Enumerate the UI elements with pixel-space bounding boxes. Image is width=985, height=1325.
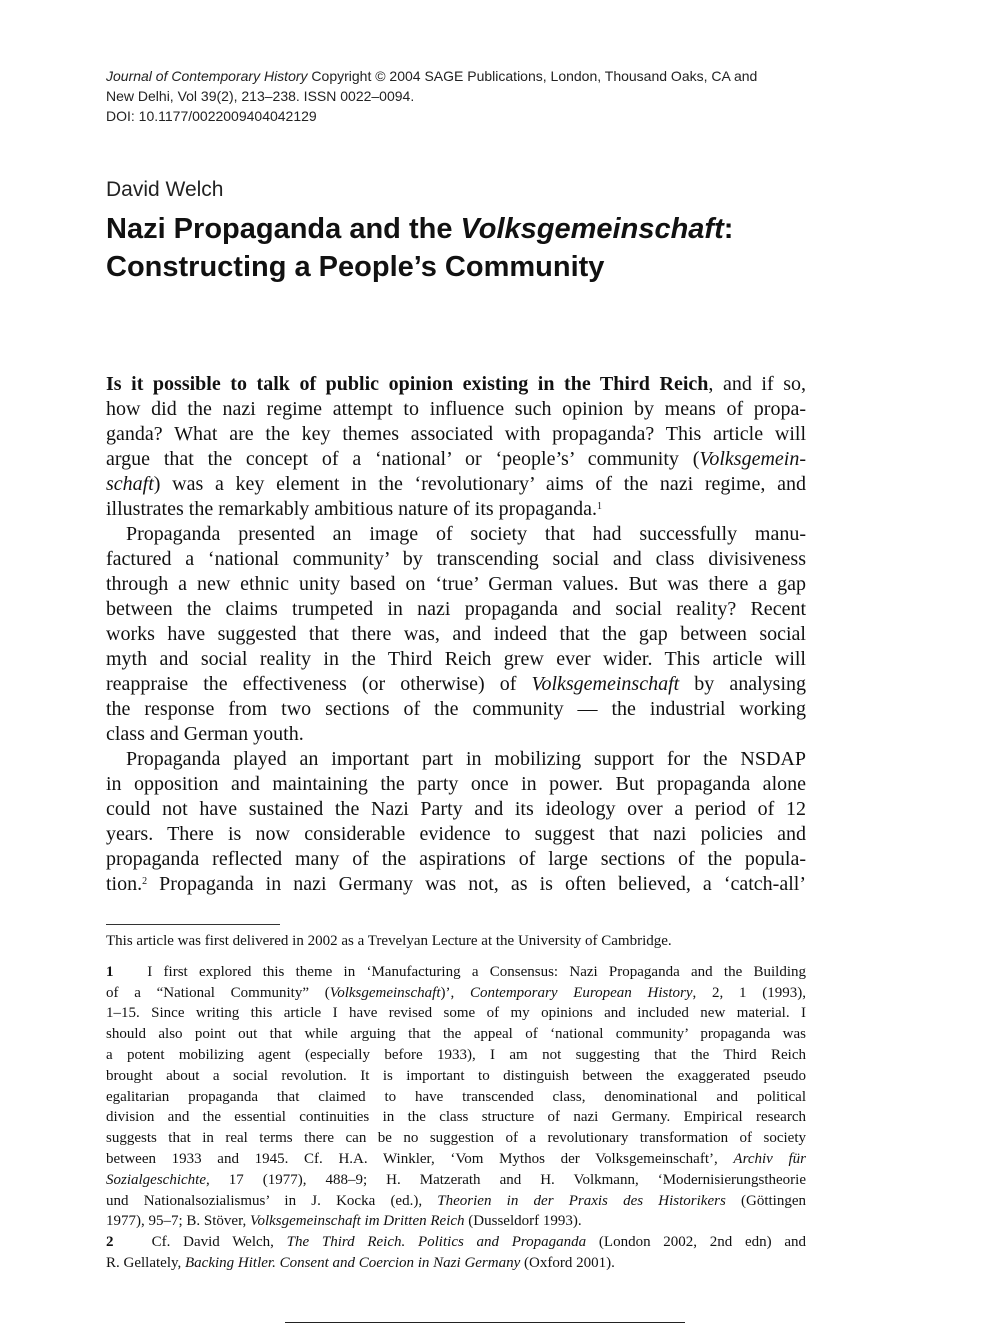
doi-line: DOI: 10.1177/0022009404042129 — [106, 108, 317, 124]
footnote-line: egalitarian propaganda that claimed to have transcended class, denominational and political — [106, 1088, 806, 1105]
footnote-number: 1 — [106, 963, 114, 980]
footnote-line: 1–15. Since writing this article I have revised some of my opinions and included new material. I — [106, 1005, 806, 1022]
footnote-line: R. Gellately, Backing Hitler. Consent and Coercion in Nazi Germany (Oxford 2001). — [106, 1254, 615, 1271]
body-line: Is it possible to talk of public opinion existing in the Third Reich, and if so, — [106, 373, 806, 395]
body-line: could not have sustained the Nazi Party and its ideology over a period of 12 — [106, 798, 806, 820]
body-line: schaft) was a key element in the ‘revolutionary’ aims of the nazi regime, and — [106, 473, 806, 495]
journal-name: Journal of Contemporary History — [106, 68, 308, 84]
footnote-line: a potent mobilizing agent (especially before 1933), I am not suggesting that the Third Reich — [106, 1046, 806, 1063]
body-line: argue that the concept of a ‘national’ or ‘people’s’ community (Volksgemein- — [106, 448, 806, 470]
title-line-2: Constructing a People’s Community — [106, 251, 605, 283]
body-line: through a new ethnic unity based on ‘true’ German values. But was there a gap — [106, 573, 806, 595]
body-line: Propaganda presented an image of society that had successfully manu- — [126, 523, 806, 545]
footnote-line: division and the essential continuities in the class structure of nazi Germany. Empirical research — [106, 1109, 806, 1126]
footnote-line: und Nationalsozialismus’ in J. Kocka (ed.), Theorien in der Praxis des Historikers (Göttingen — [106, 1192, 806, 1209]
body-line: propaganda reflected many of the aspirations of large sections of the popula- — [106, 848, 806, 870]
body-line: years. There is now considerable evidence to suggest that nazi policies and — [106, 823, 806, 845]
body-line: Propaganda played an important part in mobilizing support for the NSDAP — [126, 748, 806, 770]
body-line: ganda? What are the key themes associated with propaganda? This article will — [106, 423, 806, 445]
footnote-ref[interactable]: 2 — [142, 876, 148, 887]
footnote-ref[interactable]: 1 — [596, 501, 602, 512]
footnote-line: brought about a social revolution. It is important to distinguish between the exaggerated pseudo — [106, 1067, 806, 1084]
footnote-intro: This article was first delivered in 2002 as a Trevelyan Lecture at the University of Cambridge. — [106, 933, 672, 949]
body-line: in opposition and maintaining the party once in power. But propaganda alone — [106, 773, 806, 795]
footnote-line: 1 I first explored this theme in ‘Manufacturing a Consensus: Nazi Propaganda and the Building — [106, 963, 806, 980]
footnote-line: of a “National Community” (Volksgemeinschaft)’, Contemporary European History, 2, 1 (1993), — [106, 984, 806, 1001]
body-line: how did the nazi regime attempt to influence such opinion by means of propa- — [106, 398, 806, 420]
citation-line-1: Journal of Contemporary History Copyright © 2004 SAGE Publications, London, Thousand Oaks, CA and — [106, 68, 758, 84]
body-line: the response from two sections of the community — the industrial working — [106, 698, 806, 720]
journal-citation — [106, 66, 826, 126]
footnotes — [106, 931, 806, 1274]
author-name: David Welch — [106, 178, 224, 201]
footnote-divider — [106, 924, 280, 925]
body-line: works have suggested that there was, and indeed that the gap between social — [106, 623, 806, 645]
article-body — [106, 372, 806, 897]
footnote-line: should also point out that while arguing that the appeal of ‘national community’ propaganda was — [106, 1026, 806, 1043]
footnote-number: 2 — [106, 1234, 114, 1251]
footnote-line: 2 Cf. David Welch, The Third Reich. Politics and Propaganda (London 2002, 2nd edn) and — [106, 1234, 806, 1251]
article-title — [106, 210, 866, 286]
body-line: reappraise the effectiveness (or otherwise) of Volksgemeinschaft by analysing — [106, 673, 806, 695]
body-line: tion.$^2$ Propaganda in nazi Germany was not, as is often believed, a ‘catch-all’ — [106, 873, 806, 895]
footnote-line: suggests that in real terms there can be no suggestion of a revolutionary transformation of society — [106, 1130, 806, 1147]
body-line: illustrates the remarkably ambitious nature of its propaganda.$^1$ — [106, 498, 602, 520]
footnote-line: 1977), 95–7; B. Stöver, Volksgemeinschaft im Dritten Reich (Dusseldorf 1993). — [106, 1213, 582, 1230]
body-line: myth and social reality in the Third Reich grew ever wider. This article will — [106, 648, 806, 670]
body-line: between the claims trumpeted in nazi propaganda and social reality? Recent — [106, 598, 806, 620]
body-line: class and German youth. — [106, 723, 304, 745]
citation-line-2: New Delhi, Vol 39(2), 213–238. ISSN 0022–0094. — [106, 88, 415, 104]
page-bottom-rule — [285, 1322, 685, 1323]
footnote-line: Sozialgeschichte, 17 (1977), 488–9; H. Matzerath and H. Volkmann, ‘Modernisierungstheorie — [106, 1171, 806, 1188]
title-line-1: Nazi Propaganda and the Volksgemeinschaft: — [106, 213, 734, 245]
footnote-line: between 1933 and 1945. Cf. H.A. Winkler, ‘Vom Mythos der Volksgemeinschaft’, Archiv für — [106, 1150, 806, 1167]
body-line: factured a ‘national community’ by transcending social and class divisiveness — [106, 548, 806, 570]
